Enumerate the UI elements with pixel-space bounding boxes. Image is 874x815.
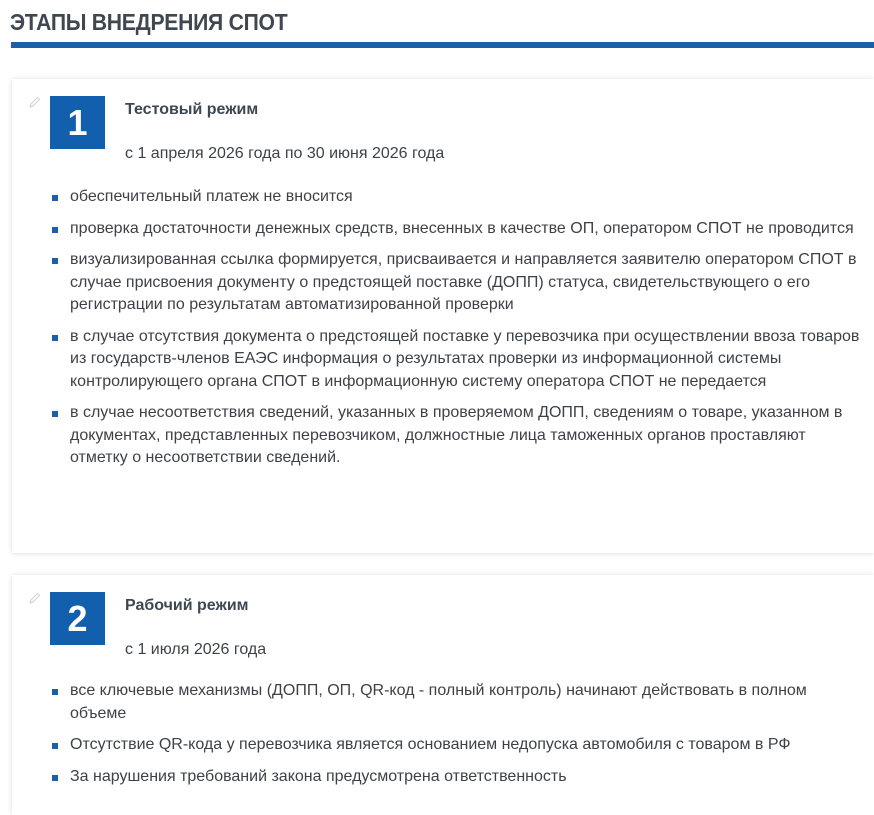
list-item-text: в случае несоответствия сведений, указанных в проверяемом ДОПП, сведениям о товаре, указанном в документах, представленных перевозчиком, должностные лица таможенных органов проставляют отметку о несоответствии сведений. — [70, 404, 843, 466]
bullet-square-icon — [52, 689, 58, 695]
stage-number-badge: 2 — [50, 592, 105, 645]
list-item — [52, 186, 866, 209]
list-item-text: обеспечительный платеж не вносится — [70, 188, 353, 205]
stage-bullet-list — [52, 186, 866, 479]
list-item — [52, 326, 866, 394]
list-item — [52, 766, 866, 789]
stage-bullet-list — [52, 680, 866, 797]
stage-card-2 — [12, 575, 874, 815]
stage-number-badge: 1 — [50, 96, 105, 149]
list-item-text: Отсутствие QR-кода у перевозчика является основанием недопуска автомобиля с товаром в РФ — [70, 736, 791, 753]
bullet-square-icon — [52, 411, 58, 417]
list-item-text: визуализированная ссылка формируется, присваивается и направляется заявителю оператором СПОТ в случае присвоения документу о предстоящей поставке (ДОПП) статуса, свидетельствующего о его регистрации по результатам автоматизированной проверки — [70, 251, 857, 313]
bullet-square-icon — [52, 227, 58, 233]
list-item — [52, 218, 866, 241]
list-item-text: проверка достаточности денежных средств, внесенных в качестве ОП, оператором СПОТ не проводится — [70, 219, 854, 237]
list-item-text: все ключевые механизмы (ДОПП, ОП, QR-код - полный контроль) начинают действовать в полном объеме — [70, 682, 807, 722]
list-item-text: в случае отсутствия документа о предстоящей поставке у перевозчика при осуществлении ввоза товаров из государств-членов ЕАЭС информация о результатах проверки из информационной системы контролирующего органа СПОТ в информационную систему оператора СПОТ не передается — [70, 327, 860, 390]
stage-title: Рабочий режим — [125, 597, 249, 614]
bullet-square-icon — [52, 775, 58, 781]
list-item — [52, 734, 866, 757]
list-item — [52, 249, 866, 317]
pencil-icon — [29, 592, 41, 604]
bullet-square-icon — [52, 195, 58, 201]
list-item — [52, 402, 866, 470]
bullet-square-icon — [52, 258, 58, 264]
stage-period: с 1 июля 2026 года — [125, 641, 267, 658]
pencil-icon — [29, 96, 41, 108]
stage-period: с 1 апреля 2026 года по 30 июня 2026 года — [125, 145, 445, 162]
stage-card-1 — [12, 79, 874, 553]
bullet-square-icon — [52, 335, 58, 341]
title-underline — [11, 42, 874, 48]
list-item-text: За нарушения требований закона предусмотрена ответственность — [70, 767, 567, 785]
page-title: ЭТАПЫ ВНЕДРЕНИЯ СПОТ — [10, 9, 288, 35]
stage-title: Тестовый режим — [125, 101, 259, 118]
list-item — [52, 680, 866, 725]
bullet-square-icon — [52, 743, 58, 749]
